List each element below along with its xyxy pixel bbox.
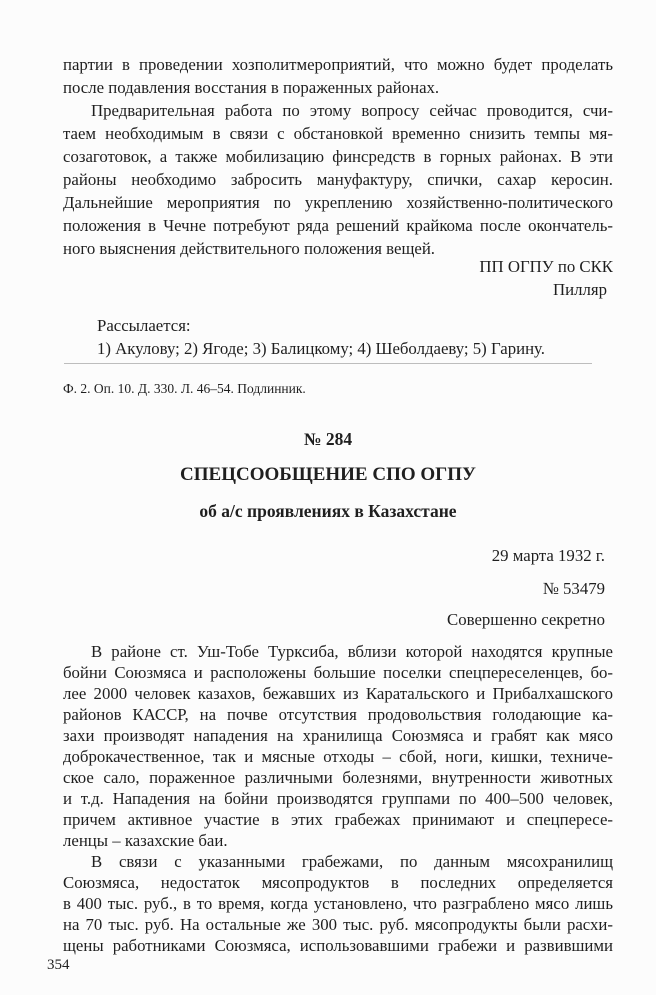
document-number-heading: № 284 <box>303 429 353 449</box>
page-number: 354 <box>47 957 70 973</box>
text-line: районов КАССР, на почве отсутствия продовольствия голодающие ка- <box>63 705 613 724</box>
archive-reference: Ф. 2. Оп. 10. Д. 330. Л. 46–54. Подлинник. <box>63 381 306 396</box>
text-line: в 400 тыс. руб., в то время, когда установлено, что разграблено мясо лишь <box>63 894 613 913</box>
text-line: таем необходимым в связи с обстановкой временно снизить темпы мя- <box>63 124 613 143</box>
document-subtitle: об а/с проявлениях в Казахстане <box>199 501 457 521</box>
document-title: СПЕЦСООБЩЕНИЕ СПО ОГПУ <box>180 464 476 485</box>
text-line: В связи с указанными грабежами, по данным мясохранилищ <box>91 852 613 871</box>
text-line: районы необходимо забросить мануфактуру, спички, сахар керосин. <box>63 170 613 189</box>
text-line: причем активное участие в этих грабежах принимают и спецпересе- <box>63 810 613 829</box>
text-line: ленцы – казахские баи. <box>63 831 228 850</box>
text-line: ское сало, пораженное различными болезнями, внутренности животных <box>63 768 613 787</box>
classification-label: Совершенно секретно <box>447 610 605 629</box>
text-line: В районе ст. Уш-Тобе Турксиба, вблизи которой находятся крупные <box>91 642 613 661</box>
previous-document-continuation-text <box>63 53 613 260</box>
text-line: щены работниками Союзмяса, использовавшими грабежи и развившими <box>63 936 613 955</box>
separator-line <box>64 363 592 364</box>
text-line: Союзмяса, недостаток мясопродуктов в последних определяется <box>63 873 613 892</box>
distribution-list <box>97 314 545 360</box>
document-ref-number: № 53479 <box>542 579 605 598</box>
document-date: 29 марта 1932 г. <box>491 546 605 565</box>
text-line: ного выяснения действительного положения вещей. <box>63 239 435 258</box>
text-line: захи производят нападения на хранилища Союзмяса и грабят как мясо <box>63 726 613 745</box>
paragraph <box>63 53 613 99</box>
text-line: на 70 тыс. руб. На остальные же 300 тыс. руб. мясопродукты были расхи- <box>63 915 613 934</box>
paragraph <box>63 641 613 851</box>
text-line: после подавления восстания в пораженных районах. <box>63 78 440 97</box>
text-line: Предварительная работа по этому вопросу сейчас проводится, счи- <box>91 101 613 120</box>
distribution-recipients: 1) Акулову; 2) Ягоде; 3) Балицкому; 4) Шеболдаеву; 5) Гарину. <box>97 339 545 358</box>
text-line: доброкачественное, так и мясные отходы – сбой, ноги, кишки, техниче- <box>63 747 613 766</box>
text-line: положения в Чечне потребуют ряда решений крайкома после окончатель- <box>63 216 613 235</box>
signature-name: Пилляр <box>553 280 607 299</box>
text-line: и т.д. Нападения на бойни производятся группами по 400–500 человек, <box>63 789 613 808</box>
paragraph <box>63 851 613 956</box>
distribution-label: Рассылается: <box>97 316 191 335</box>
text-line: Дальнейшие мероприятия по укреплению хозяйственно-политического <box>63 193 613 212</box>
document-body-text <box>63 641 613 956</box>
text-line: партии в проведении хозполитмероприятий, что можно будет проделать <box>63 55 613 74</box>
signature-block <box>479 255 613 301</box>
text-line: созаготовок, а также мобилизацию финсредств в горных районах. В эти <box>63 147 613 166</box>
text-line: лее 2000 человек казахов, бежавших из Каратальского и Прибалхашского <box>63 684 613 703</box>
paragraph <box>63 99 613 260</box>
text-line: бойни Союзмяса и расположены большие поселки спецпереселенцев, бо- <box>63 663 613 682</box>
signature-organization: ПП ОГПУ по СКК <box>479 257 613 276</box>
